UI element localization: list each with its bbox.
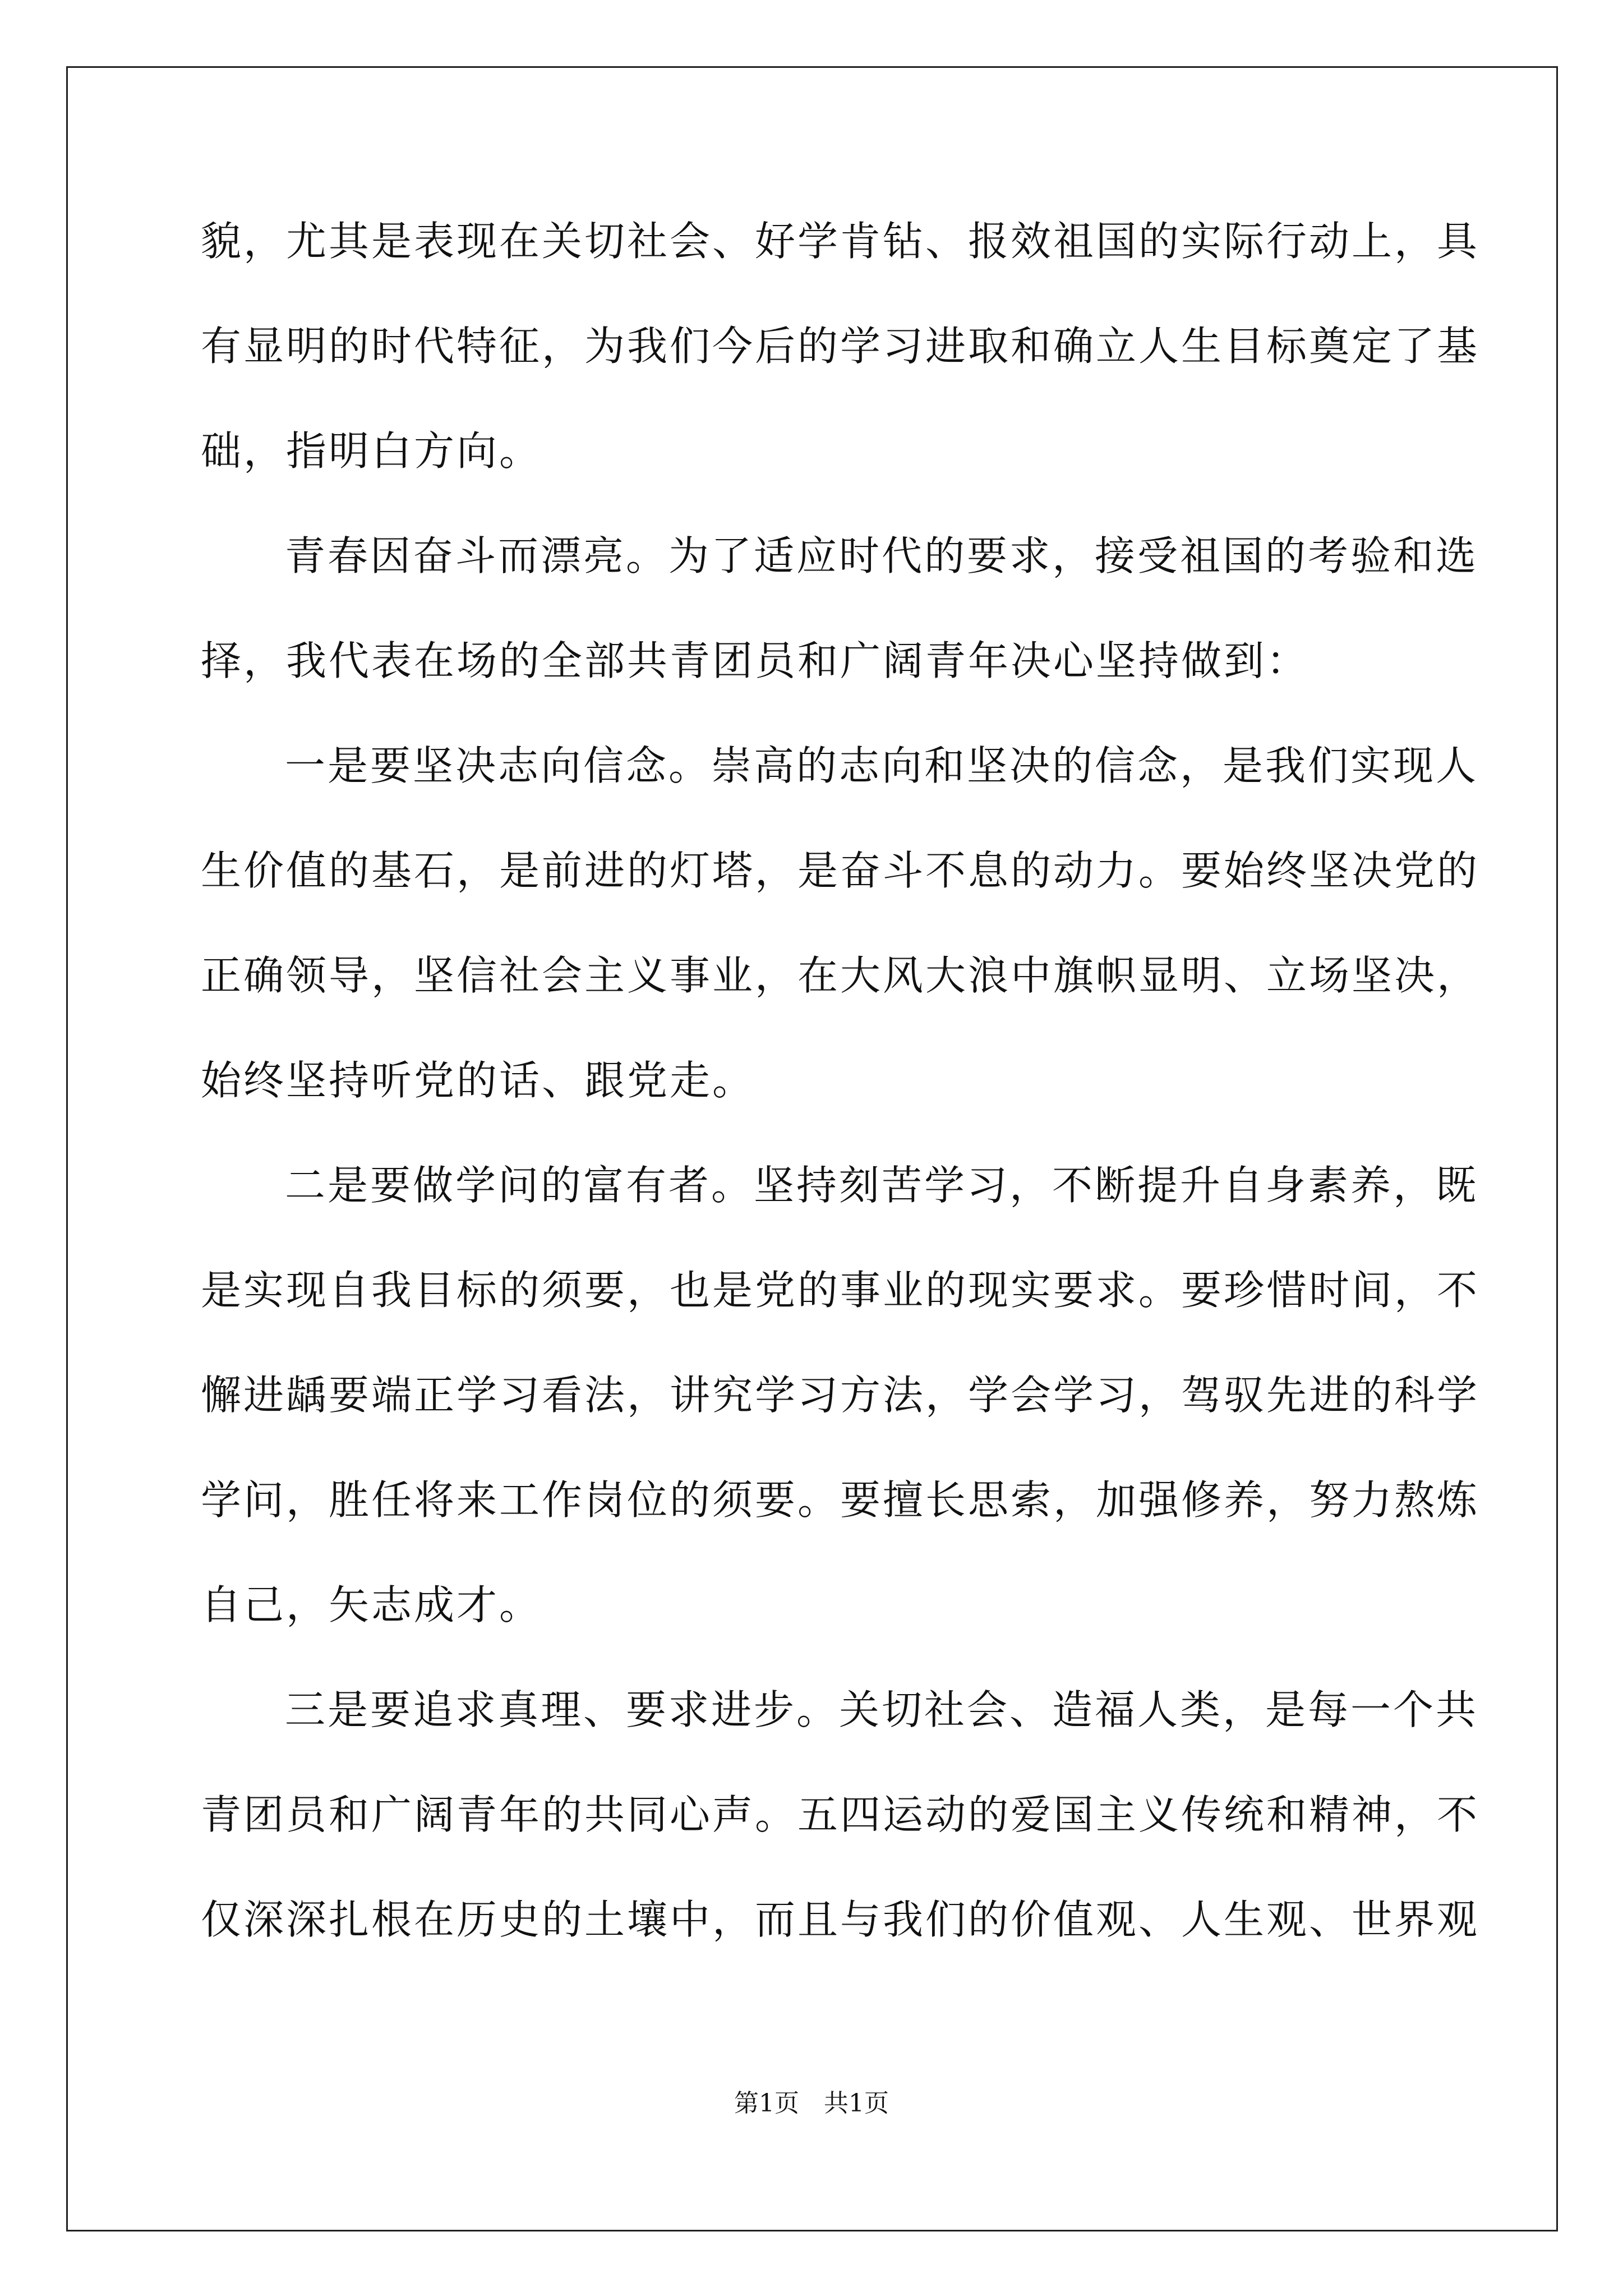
text-line: 青春因奋斗而漂亮。为了适应时代的要求，接受祖国的考验和选 — [285, 532, 1479, 579]
text-line: 生价值的基石，是前进的灯塔，是奋斗不息的动力。要始终坚决党的 — [201, 847, 1480, 894]
text-line: 础，指明白方向。 — [201, 427, 542, 475]
text-line: 貌，尤其是表现在关切社会、好学肯钻、报效祖国的实际行动上，具 — [201, 218, 1480, 265]
text-line: 懈进龋要端正学习看法，讲究学习方法，学会学习，驾驭先进的科学 — [201, 1372, 1480, 1419]
text-line: 有显明的时代特征，为我们今后的学习进取和确立人生目标奠定了基 — [201, 323, 1480, 370]
text-line: 是实现自我目标的须要，也是党的事业的现实要求。要珍惜时间，不 — [201, 1267, 1480, 1314]
text-line: 青团员和广阔青年的共同心声。五四运动的爱国主义传统和精神，不 — [201, 1791, 1480, 1838]
text-line: 自己，矢志成才。 — [201, 1581, 542, 1628]
text-line: 择，我代表在场的全部共青团员和广阔青年决心坚持做到： — [201, 637, 1310, 684]
text-line: 一是要坚决志向信念。崇高的志向和坚决的信念，是我们实现人 — [285, 742, 1479, 789]
text-line: 三是要追求真理、要求进步。关切社会、造福人类，是每一个共 — [285, 1686, 1479, 1733]
page-footer: 第1页 共1页 — [734, 2089, 889, 2118]
text-line: 仅深深扎根在历史的土壤中，而且与我们的价值观、人生观、世界观 — [201, 1896, 1480, 1943]
text-line: 正确领导，坚信社会主义事业，在大风大浪中旗帜显明、立场坚决， — [201, 952, 1480, 999]
text-line: 始终坚持听党的话、跟党走。 — [201, 1057, 755, 1104]
text-line: 学问，胜任将来工作岗位的须要。要擅长思索，加强修养，努力熬炼 — [201, 1476, 1480, 1524]
text-line: 二是要做学问的富有者。坚持刻苦学习，不断提升自身素养，既 — [285, 1162, 1479, 1209]
